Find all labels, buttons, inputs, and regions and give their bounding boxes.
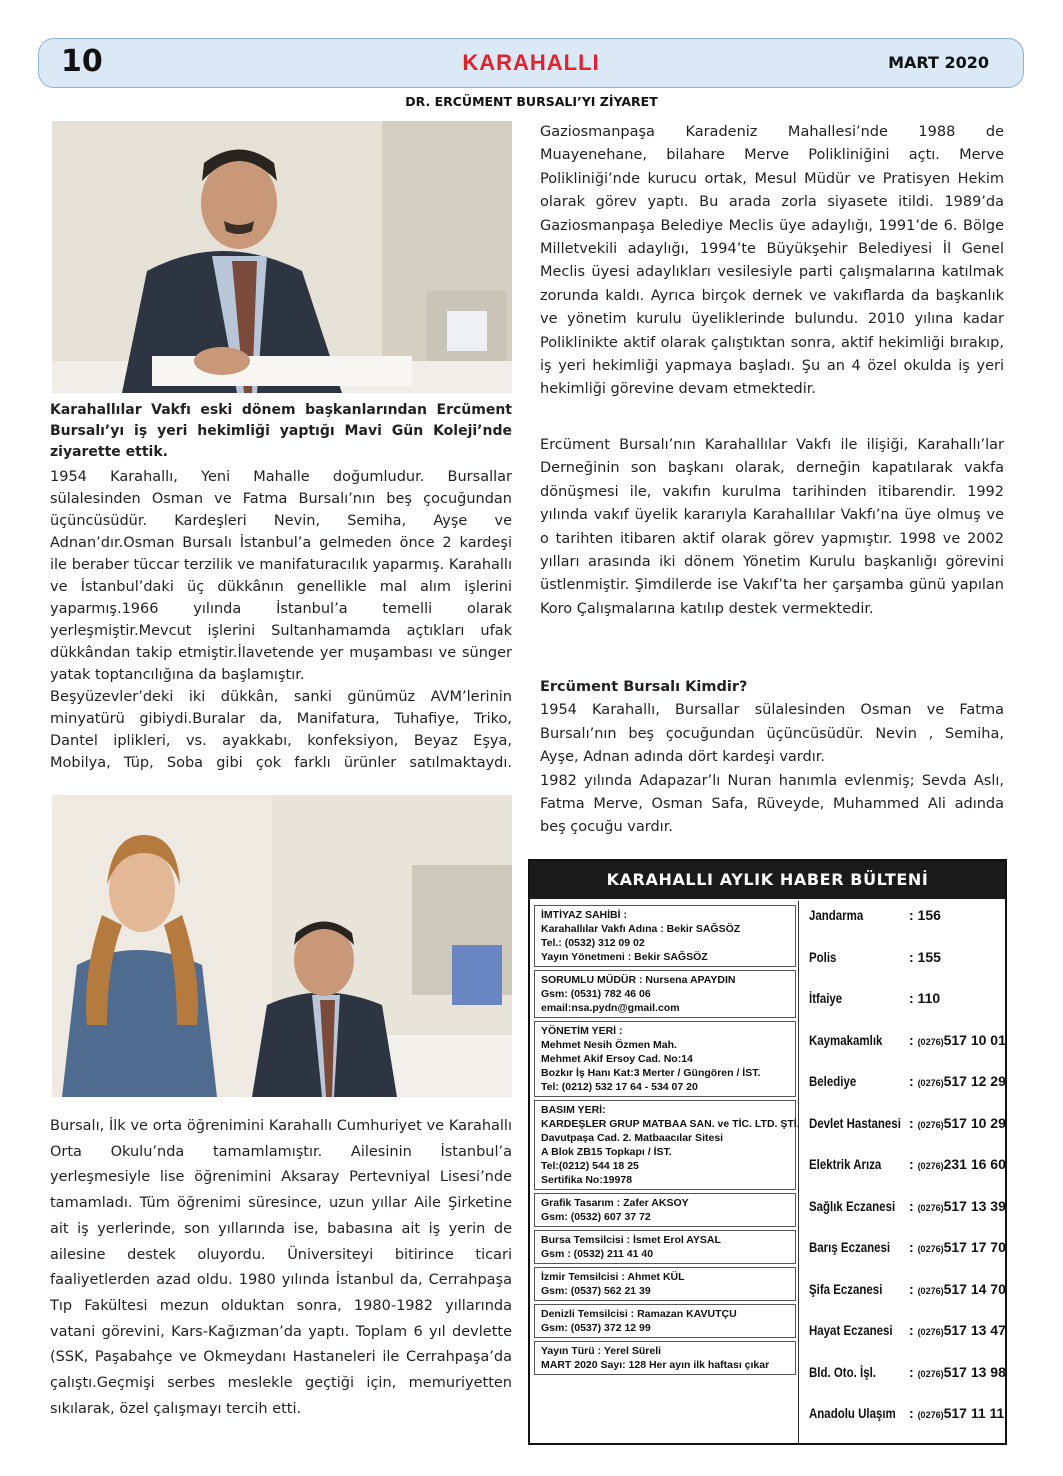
- phone-area-code: (0276): [917, 1327, 944, 1337]
- imprint-line: Gsm: (0537) 562 21 39: [541, 1285, 651, 1297]
- imprint-line: Denizli Temsilcisi : Ramazan KAVUTÇU: [541, 1308, 737, 1320]
- phone-separator: :: [909, 1280, 918, 1297]
- phone-number-value: 517 12 29: [943, 1073, 1006, 1089]
- imprint-line: İMTİYAZ SAHİBİ :: [541, 909, 627, 921]
- paragraph: 1954 Karahallı, Yeni Mahalle doğumludur. Bursallar sülalesinden Osman ve Fatma Bursalı’nın beş çocuğundan üçüncüsüdür. Kardeşleri Nevin, Semiha, Ayşe ve Adnan’dır.Osman Bursalı İstanbul’a gelmeden önce 2 kardeşi ile beraber tüccar terzilik ve manifaturacılık yaparmış. Karahallı ve İstanbul’daki üç dükkânın genellikle mal alım işlerini yaparmış.1966 yılında İstanbul’a temelli olarak yerleşmiştir.Mevcut işlerini Sultanhamamda açtıkları ufak dükkândan takip etmiştir.İlavetende yer muşambası ve sünger yatak toptancılığına da başlamıştır.: [50, 469, 512, 683]
- photo-caption: Karahallılar Vakfı eski dönem başkanlarından Ercüment Bursalı’yı iş yeri hekimliği yaptığı Mavi Gün Koleji’nde ziyarette ettik.: [50, 402, 512, 460]
- phone-separator: :: [909, 1156, 918, 1172]
- bulletin-title: KARAHALLI AYLIK HABER BÜLTENİ: [530, 861, 1005, 899]
- imprint-block: [534, 1100, 800, 1190]
- imprint-line: Davutpaşa Cad. 2. Matbaacılar Sitesi: [541, 1132, 724, 1144]
- imprint-line: Tel: (0212) 532 17 64 - 534 07 20: [541, 1081, 698, 1093]
- paragraph: Beşyüzevler’deki iki dükkân, sanki günümüz AVM’lerinin minyatürü gibiydi.Buralar da, Manifatura, Tuhafiye, Triko, Dantel iplikleri, vs. ayakkabı, konfeksiyon, Beyaz Eşya, Mobilya, Tüp, Soba gibi çok farklı ürünler satılmaktaydı.: [50, 689, 512, 771]
- bulletin-box: [528, 859, 1007, 1445]
- phone-entry-name: İtfaiye: [809, 990, 843, 1006]
- imprint-line: Gsm : (0532) 211 41 40: [541, 1248, 654, 1260]
- phone-entry-name: Belediye: [809, 1073, 857, 1089]
- imprint-line: Sertifika No:19978: [541, 1174, 633, 1186]
- imprint-line: BASIM YERİ:: [541, 1104, 606, 1116]
- phone-entry: [809, 1073, 1004, 1089]
- phone-separator: :: [909, 1031, 918, 1048]
- phone-separator: :: [909, 1073, 918, 1089]
- phone-number-value: 517 13 98: [943, 1363, 1006, 1380]
- article-column-left-bottom: [50, 1114, 512, 1422]
- phone-number-value: 517 13 39: [943, 1197, 1006, 1214]
- imprint-block: [534, 1304, 796, 1338]
- issue-date: MART 2020: [888, 53, 989, 72]
- phone-entry-name: Elektrik Arıza: [809, 1156, 882, 1172]
- phone-number-value: 517 11 11: [943, 1405, 1005, 1421]
- article-column-right-middle: [540, 434, 1004, 621]
- phone-area-code: (0276): [917, 1202, 944, 1213]
- phone-number-value: 517 10 01: [943, 1031, 1006, 1048]
- imprint-line: Bozkır İş Hanı Kat:3 Merter / Güngören / İST.: [541, 1067, 761, 1079]
- imprint-block: [534, 1341, 796, 1375]
- phone-entry: [809, 1115, 1004, 1131]
- phone-entry-name: Devlet Hastanesi: [809, 1114, 901, 1131]
- article-column-left-top: [50, 466, 512, 774]
- phone-entry: [809, 1156, 1004, 1172]
- phone-number-value: 231 16 60: [943, 1156, 1006, 1172]
- phone-area-code: (0276): [917, 1161, 944, 1171]
- phone-entry-number: : 155: [909, 948, 941, 965]
- imprint-line: SORUMLU MÜDÜR : Nursena APAYDIN: [541, 974, 736, 986]
- imprint-block: [534, 905, 796, 967]
- phone-entry-name: Polis: [809, 948, 837, 965]
- phone-area-code: (0276): [917, 1244, 944, 1254]
- imprint-block: [534, 1267, 796, 1301]
- phone-entry-name: Kaymakamlık: [809, 1031, 883, 1048]
- phone-entry-number: [909, 1156, 1006, 1172]
- phone-number-value: 517 13 47: [943, 1322, 1006, 1338]
- phone-separator: :: [909, 1239, 918, 1255]
- newspaper-brand: KARAHALLI: [462, 50, 600, 75]
- bulletin-imprint: [534, 905, 800, 1378]
- paragraph: Gaziosmanpaşa Karadeniz Mahallesi’nde 1988 de Muayenehane, bilahare Merve Polikliniğini açtı. Merve Polikliniği’nde kurucu ortak, Mesul Müdür ve Pratisyen Hekim olarak görev yaptı. Bu arada zorla siyasete itildi. 1989’da Gaziosmanpaşa Belediye Meclis üye adaylığı, 1991’de 6. Bölge Milletvekili adaylığı, 1994’te Büyükşehir Belediyesi İl Genel Meclis üyesi adaylıkları vesilesiyle parti çalışmalarına katılmak zorunda kaldı. Ayrıca birçok dernek ve vakıflarda da başkanlık ve yönetim kurulu üyeliklerinde bulundu. 2010 yılına kadar Poliklinikte aktif olarak çalıştıktan sonra, aktif hekimliği bırakıp, iş yeri hekimliği yapmaya başladı. Şu an 4 özel okulda iş yeri hekimliği görevine devam etmektedir.: [540, 124, 1004, 398]
- imprint-block: [534, 1021, 796, 1097]
- phone-entry-number: [909, 1198, 1006, 1214]
- phone-entry-number: [909, 1115, 1006, 1131]
- phone-entry-number: : 156: [909, 907, 941, 923]
- phone-separator: :: [909, 1363, 918, 1380]
- imprint-line: Tel.: (0532) 312 09 02: [541, 937, 645, 949]
- phone-entry-number: [909, 1281, 1006, 1297]
- imprint-line: A Blok ZB15 Topkapı / İST.: [541, 1146, 672, 1158]
- phone-entry-name: Bld. Oto. İşl.: [809, 1363, 876, 1380]
- phone-area-code: (0276): [917, 1036, 944, 1047]
- article-column-right-bottom: [540, 676, 1004, 840]
- phone-entry-name: Sağlık Eczanesi: [809, 1197, 896, 1214]
- imprint-block: [534, 1230, 796, 1264]
- phone-entry-number: : 110: [909, 990, 941, 1006]
- page-number: 10: [61, 44, 103, 79]
- phone-entry: [809, 907, 1004, 923]
- phone-entry: [809, 1198, 1004, 1214]
- phone-entry-number: [909, 1032, 1006, 1048]
- imprint-line: Gsm: (0537) 372 12 99: [541, 1322, 651, 1334]
- imprint-line: Gsm: (0532) 607 37 72: [541, 1211, 651, 1223]
- phone-number-value: 517 14 70: [943, 1280, 1006, 1297]
- phone-entry-number: [909, 1073, 1006, 1089]
- imprint-line: Yayın Türü : Yerel Süreli: [541, 1345, 662, 1357]
- imprint-line: MART 2020 Sayı: 128 Her ayın ilk haftası çıkar: [541, 1359, 770, 1371]
- phone-entry-name: Jandarma: [809, 907, 864, 923]
- imprint-line: email:nsa.pydn@gmail.com: [541, 1002, 680, 1014]
- phone-entry-name: Hayat Eczanesi: [809, 1322, 893, 1338]
- photo-visit: [52, 795, 512, 1097]
- phone-entry: [809, 1281, 1004, 1297]
- phone-entry: [809, 1032, 1004, 1048]
- photo-portrait: [52, 121, 512, 393]
- phone-entry: [809, 1405, 1004, 1421]
- phone-entry: [809, 990, 1004, 1006]
- page-header: [38, 38, 1024, 88]
- imprint-line: Gsm: (0531) 782 46 06: [541, 988, 651, 1000]
- phone-entry: [809, 1364, 1004, 1380]
- phone-area-code: (0276): [917, 1119, 944, 1130]
- imprint-line: Grafik Tasarım : Zafer AKSOY: [541, 1197, 689, 1209]
- phone-separator: :: [909, 1197, 918, 1214]
- imprint-line: YÖNETİM YERİ :: [541, 1025, 623, 1037]
- imprint-line: Tel:(0212) 544 18 25: [541, 1160, 639, 1172]
- imprint-line: KARDEŞLER GRUP MATBAA SAN. ve TİC. LTD. ŞTİ.: [541, 1118, 800, 1130]
- phone-entry: [809, 949, 1004, 965]
- imprint-line: Karahallılar Vakfı Adına : Bekir SAĞSÖZ: [541, 923, 741, 935]
- phone-entry-number: [909, 1364, 1006, 1380]
- phone-area-code: (0276): [917, 1285, 944, 1296]
- phone-area-code: (0276): [917, 1078, 944, 1088]
- paragraph: Ercüment Bursalı’nın Karahallılar Vakfı ile ilişiği, Karahallı’lar Derneğinin son başkanı olarak, derneğin kapatılarak vakfa dönüşmesi ile, vakıfın kurulma tarihinden itibarendir. 1992 yılında vakıf üyelik kararıyla Karahallılar Vakfı’na üye olmuş ve o tarihten itibaren aktif olarak görev yapmıştır. 1998 ve 2002 yılları arasında iki dönem Yönetim Kurulu başkanlığı görevini üstlenmiştir. Şimdilerde ise Vakıf’ta her çarşamba günü yapılan Koro Çalışmalarına katılıp destek vermektedir.: [540, 437, 1004, 617]
- phone-entry-number: [909, 1322, 1006, 1338]
- paragraph: 1954 Karahallı, Bursallar sülalesinden Osman ve Fatma Bursalı’nın beş çocuğundan üçüncüsüdür. Nevin , Semiha, Ayşe, Adnan adında dört kardeşi vardır.: [540, 702, 1004, 766]
- phone-number-value: 517 10 29: [943, 1114, 1006, 1131]
- imprint-line: Mehmet Nesih Özmen Mah.: [541, 1039, 677, 1051]
- bulletin-phone-list: [798, 901, 1005, 1443]
- phone-entry: [809, 1322, 1004, 1338]
- phone-area-code: (0276): [917, 1368, 944, 1379]
- phone-separator: :: [909, 1322, 918, 1338]
- phone-entry: [809, 1239, 1004, 1255]
- imprint-block: [534, 1193, 796, 1227]
- article-column-right-top: [540, 121, 1004, 402]
- phone-entry-name: Barış Eczanesi: [809, 1239, 891, 1255]
- phone-area-code: (0276): [917, 1410, 944, 1420]
- photo-portrait-graphic: [52, 121, 512, 393]
- section-subheading: Ercüment Bursalı Kimdir?: [540, 679, 748, 695]
- imprint-line: Bursa Temsilcisi : İsmet Erol AYSAL: [541, 1234, 721, 1246]
- imprint-line: İzmir Temsilcisi : Ahmet KÜL: [541, 1271, 685, 1283]
- phone-entry-number: [909, 1405, 1004, 1421]
- phone-number-value: 517 17 70: [943, 1239, 1006, 1255]
- phone-entry-number: [909, 1239, 1006, 1255]
- phone-entry-name: Şifa Eczanesi: [809, 1280, 883, 1297]
- phone-entry-name: Anadolu Ulaşım: [809, 1405, 896, 1421]
- paragraph: Bursalı, İlk ve orta öğrenimini Karahallı Cumhuriyet ve Karahallı Orta Okulu’nda tamamlamıştır. Ailesinin İstanbul’a yerleşmesiyle lise öğrenimini Aksaray Pertevniyal Lisesi’nde tamamladı. Tüm öğrenimi süresince, uzun yıllar Aile Şirketine ait iş yerlerinde, son yıllarında ise, babasına ait iş yerin de ailesine destek oluyordu. Üniversiteyi bitirince ticari faaliyetlerden azad oldu. 1980 yılında İstanbul da, Cerrahpaşa Tıp Fakültesi mezun olduktan sonra, 1980-1982 yıllarında vatani görevini, Kars-Kağızman’da yaptı. Toplam 6 yıl devlette (SSK, Paşabahçe ve Okmeydanı Hastaneleri ile Cerrahpaşa’da çalıştı.Geçmişi serbes meslekle geçtiği için, memuriyetten sıkılarak, özel çalışmayı tercih etti.: [50, 1118, 512, 1417]
- imprint-line: Mehmet Akif Ersoy Cad. No:14: [541, 1053, 693, 1065]
- imprint-block: [534, 970, 796, 1018]
- article-headline: DR. ERCÜMENT BURSALI’YI ZİYARET: [405, 94, 658, 109]
- phone-separator: :: [909, 1114, 918, 1131]
- phone-separator: :: [909, 1405, 918, 1421]
- paragraph: 1982 yılında Adapazar’lı Nuran hanımla evlenmiş; Sevda Aslı, Fatma Merve, Osman Safa, Rüveyde, Muhammed Ali adında beş çocuğu vardır.: [540, 772, 1004, 836]
- imprint-line: Yayın Yönetmeni : Bekir SAĞSÖZ: [541, 951, 708, 963]
- photo-visit-graphic: [52, 795, 512, 1097]
